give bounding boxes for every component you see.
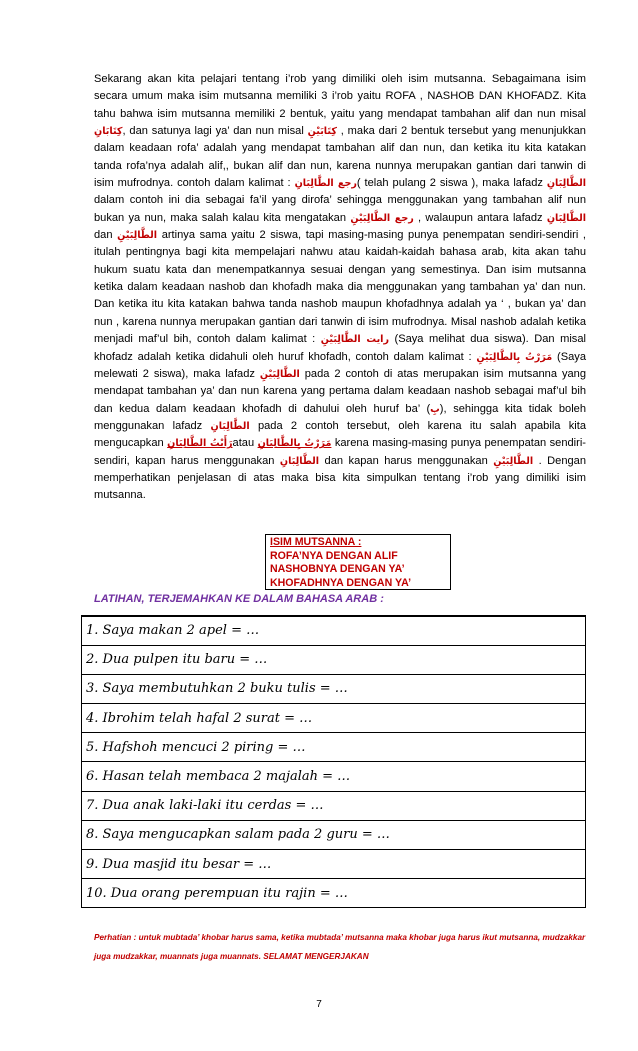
arabic-term: الطَّالِبَيْنِ [493, 455, 534, 467]
summary-line-khofadh: KHOFADHNYA DENGAN YA’ [270, 576, 412, 589]
summary-heading: ISIM MUTSANNA : [270, 536, 362, 548]
table-row [82, 791, 586, 820]
note-text: Perhatian : untuk mubtada’ khobar harus sama, ketika mubtada’ mutsanna maka khobar juga harus ikut mutsanna, mudzakkar juga mudzakkar, muannats juga muannats. SELAMAT MENGERJAKAN [94, 933, 586, 961]
page-number: 7 [316, 999, 322, 1010]
paragraph-text: pada 2 contoh tersebut, oleh karena itu salah apabila kita mengucapkan [94, 419, 586, 450]
paragraph-text: , dan satunya lagi ya’ dan nun misal [122, 125, 308, 138]
arabic-term: مَرَرْتُ بِالطَّالِبَانِ [257, 438, 332, 450]
paragraph-text: dalam contoh ini dia sebagai fa’il yang dirofa’ sehingga menggunakan yang tambahan alif nun bukan ya nun, maka salah kalau kita mengatakan [94, 194, 586, 224]
exercise-item: 1. Saya makan 2 apel = … [82, 616, 586, 645]
paragraph-text: , maka dari 2 bentuk tersebut yang menunjukkan dalam keadaan rofa’ adalah yang mendapat tambahan alif dan nun, dan ketika itu kita katakan tanda rofa’nya adalah alif,, bukan alif dan nun, karena nunnya merupakan gantian dari tanwin di isim mufrodnya. contoh dalam kalimat : [94, 125, 586, 190]
paragraph-text: . Dengan memperhatikan penjelasan di atas maka bisa kita simpulkan tentang i’rob yang dimiliki isim mutsanna. [94, 454, 586, 502]
arabic-term: رايت الطَّالِبَيْنِ [320, 334, 389, 346]
arabic-term: رجع الطَّالِبَانِ [294, 178, 357, 190]
table-row [82, 616, 586, 645]
arabic-term: الطَّالِبَانِ [210, 420, 250, 432]
paragraph-text: (Saya melewati 2 siswa), maka lafadz [94, 350, 586, 380]
arabic-term: رَأَيْتُ الطَّالِبَانِ [167, 438, 233, 450]
paragraph-text: karena masing-masing punya penempatan sendiri-sendiri, kapan harus menggunakan [94, 437, 586, 467]
arabic-term: الطَّالِبَيْنِ [259, 368, 300, 380]
table-row [82, 762, 586, 791]
exercise-item: 4. Ibrohim telah hafal 2 surat = … [82, 704, 586, 733]
table-row [82, 820, 586, 849]
arabic-term: كِتَابَيْنِ [307, 126, 337, 138]
paragraph-text: Sekarang akan kita pelajari tentang i’rob yang dimiliki oleh isim mutsanna. Sebagaimana isim secara umum maka isim mutsanna memiliki 3 i’rob yaitu ROFA , NASHOB DAN KHOFADZ. Kita tahu bahwa isim mutsanna memiliki 2 bentuk, yaitu yang mendapat tambahan alif dan nun misal [94, 73, 586, 120]
exercise-item: 10. Dua orang perempuan itu rajin = … [82, 879, 586, 908]
exercise-item: 3. Saya membutuhkan 2 buku tulis = … [82, 674, 586, 703]
arabic-term: الطَّالِبَانِ [546, 212, 586, 224]
exercise-item: 6. Hasan telah membaca 2 majalah = … [82, 762, 586, 791]
table-row [82, 645, 586, 674]
exercise-item: 2. Dua pulpen itu baru = … [82, 645, 586, 674]
explanation-paragraph [94, 71, 586, 505]
exercise-table [81, 615, 586, 908]
arabic-term: الطَّالِبَانِ [546, 178, 587, 190]
table-row [82, 674, 586, 703]
exercise-item: 9. Dua masjid itu besar = … [82, 850, 586, 879]
table-row [82, 704, 586, 733]
table-row [82, 879, 586, 908]
summary-box [265, 534, 451, 590]
paragraph-text: (Saya melihat dua siswa). Dan misal khofadz adalah ketika didahuli oleh huruf khofadh, contoh dalam kalimat : [94, 333, 586, 363]
table-row [82, 733, 586, 762]
arabic-term: الطَّالِبَانِ [279, 455, 320, 467]
paragraph-text: atau [232, 437, 258, 450]
paragraph-text: ( telah pulang 2 siswa ), maka lafadz [356, 177, 547, 190]
paragraph-text: dan kapan harus menggunakan [319, 454, 494, 467]
arabic-term: الطَّالِبَيْنِ [117, 230, 158, 242]
arabic-term: بِ [430, 403, 440, 415]
exercise-item: 7. Dua anak laki-laki itu cerdas = … [82, 791, 586, 820]
table-row [82, 850, 586, 879]
paragraph-text: dan [94, 229, 118, 242]
paragraph-text: ), sehingga kita tidak boleh menggunakan lafadz [94, 402, 587, 432]
arabic-term: مَرَرْتُ بِالطَّالِبَيْنِ [476, 351, 553, 363]
paragraph-text: pada 2 contoh di atas merupakan isim mutsanna yang mendapat tambahan ya’ dan nun karena yang pertama dalam keadaan nashob sebagai maf’ul bih dan kedua dalam keadaan khofadh di dahului oleh huruf ba’ ( [94, 367, 587, 415]
arabic-term: كِتَابَانِ [94, 126, 123, 138]
summary-line-rofa: ROFA’NYA DENGAN ALIF [270, 549, 398, 562]
exercise-heading: LATIHAN, TERJEMAHKAN KE DALAM BAHASA ARAB : [94, 593, 384, 605]
summary-line-nashob: NASHOBNYA DENGAN YA’ [270, 563, 405, 575]
paragraph-text: artinya sama yaitu 2 siswa, tapi masing-masing punya penempatan sendiri-sendiri , itulah pentingnya bagi kita mempelajari nahwu atau kaidah-kaidah bahasa arab, kita akan tahu hukum suatu kata dan menempatkannya sesuai dengan yang semestinya. Dan isim mutsanna ketika dalam keadaan nashob dan khofadh maka dia menggunakan yang tambahan ya’ dan nun. Dan ketika itu kita katakan bahwa tanda nashob maupun khofadhnya adalah ya ‘ , bukan ya’ dan nun , karena nunnya merupakan gantian dari tanwin di isim mufrodnya. Misal nashob adalah ketika menjadi maf’ul bih, contoh dalam kalimat : [94, 229, 586, 346]
exercise-item: 8. Saya mengucapkan salam pada 2 guru = … [82, 820, 586, 849]
paragraph-text: , walaupun antara lafadz [413, 211, 547, 224]
exercise-item: 5. Hafshoh mencuci 2 piring = … [82, 733, 586, 762]
arabic-term: رجع الطَّالِبَيْنِ [350, 212, 414, 224]
